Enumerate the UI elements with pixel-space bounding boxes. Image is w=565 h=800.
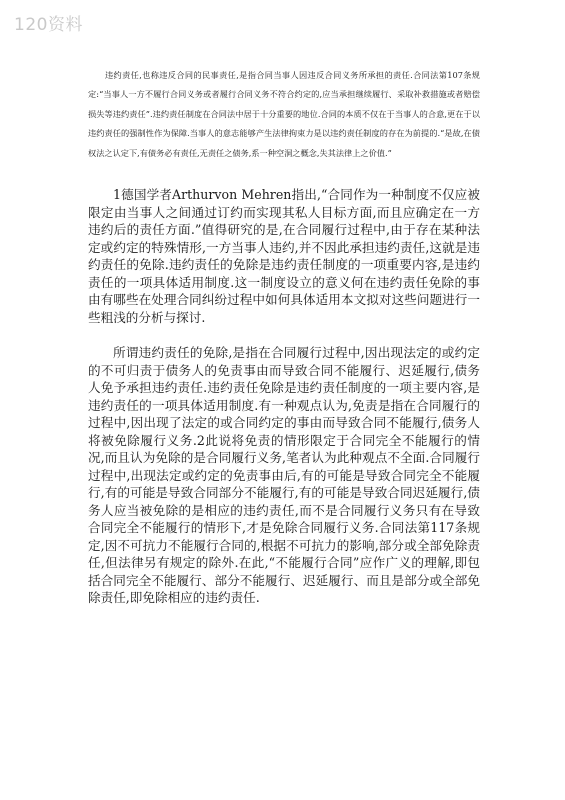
paragraph-mehren: 1德国学者Arthurvon Mehren指出,“合同作为一种制度不仅应被限定由当事人之间通过订约而实现其私人目标方面,而且应确定在一方违约后的责任方面.”值得研究的是,在合同履行过程中,由于存在某种法定或约定的特殊情形,一方当事人违约,并不因此承担违约责任,这就是违约责任的免除.违约责任的免除是违约责任制度的一项重要内容,是违约责任的一项具体适用制度.这一制度设立的意义何在违约责任免除的事由有哪些在处理合同纠纷过程中如何具体适用本文拟对这些问题进行一些粗浅的分析与探讨. [88,187,480,325]
paragraph-definition: 所谓违约责任的免除,是指在合同履行过程中,因出现法定的或约定的不可归责于债务人的免责事由而导致合同不能履行、迟延履行,债务人免予承担违约责任.违约责任免除是违约责任制度的一项主要内容,是违约责任的一项具体适用制度.有一种观点认为,免责是指在合同履行的过程中,因出现了法定的或合同约定的事由而导致合同不能履行,债务人将被免除履行义务.2此说将免责的情形限定于合同完全不能履行的情况,而且认为免除的是合同履行义务,笔者认为此种观点不全面.合同履行过程中,出现法定或约定的免责事由后,有的可能是导致合同完全不能履行,有的可能是导致合同部分不能履行,有的可能是导致合同迟延履行,债务人应当被免除的是相应的违约责任,而不是合同履行义务只有在导致合同完全不能履行的情形下,才是免除合同履行义务.合同法第117条规定,因不可抗力不能履行合同的,根据不可抗力的影响,部分或全部免除责任,但法律另有规定的除外.在此,“不能履行合同”应作广义的理解,即包括合同完全不能履行、部分不能履行、迟延履行、而且是部分或全部免除责任,即免除相应的违约责任. [88,345,480,606]
document-body [88,66,480,607]
paragraph-intro: 违约责任,也称违反合同的民事责任,是指合同当事人因违反合同义务所承担的责任.合同法第107条规定:“当事人一方不履行合同义务或者履行合同义务不符合约定的,应当承担继续履行、采取补救措施或者赔偿损失等违约责任”.违约责任制度在合同法中居于十分重要的地位.合同的本质不仅在于当事人的合意,更在于以违约责任的强制性作为保障.当事人的意志能够产生法律拘束力是以违约责任制度的存在为前提的.“是故,在债权法之认定下,有债务必有责任,无责任之债务,系一种空洞之概念,失其法律上之价值.” [88,70,480,158]
watermark: 120资料 [14,15,83,35]
